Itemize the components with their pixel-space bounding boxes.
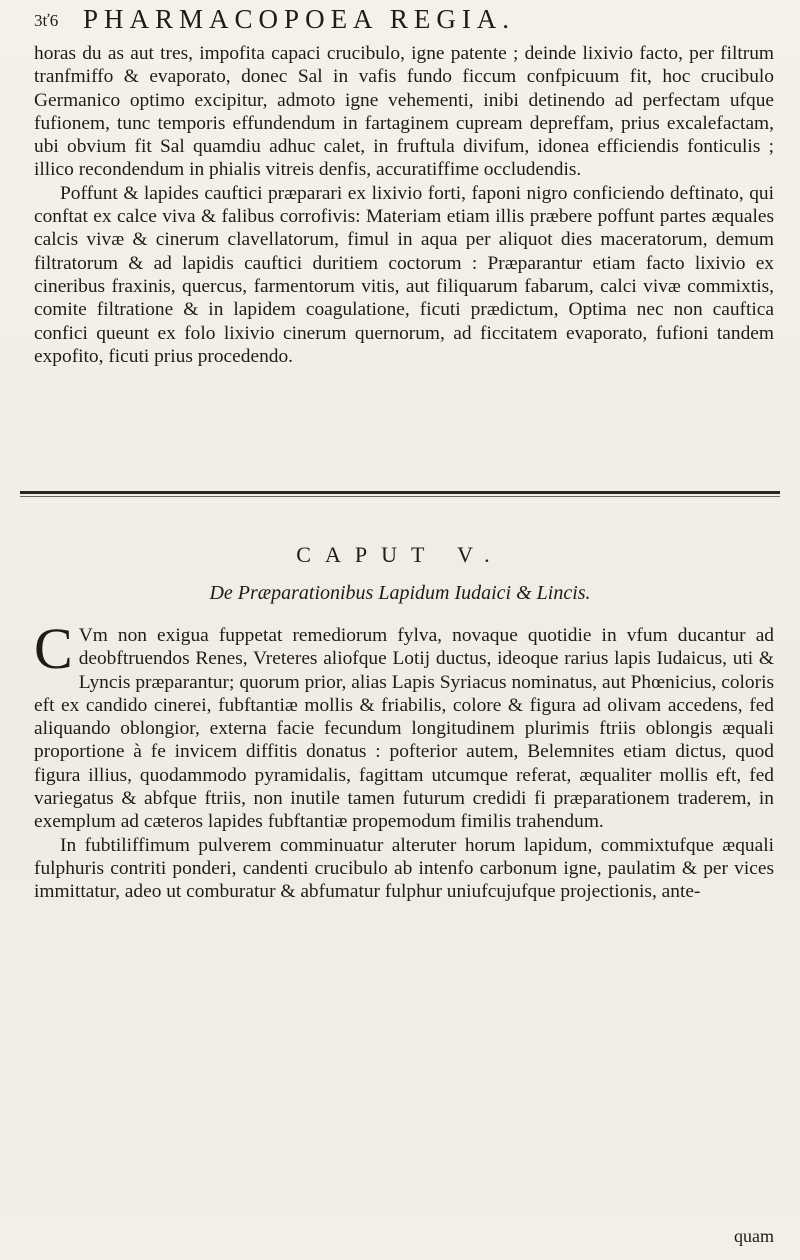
catchword: quam xyxy=(734,1226,774,1246)
text-block-chapter xyxy=(34,616,774,904)
paragraph xyxy=(34,616,774,834)
text-block-top xyxy=(34,42,774,368)
paragraph: horas du as aut tres, impofita capaci crucibulo, igne patente ; deinde lixivio facto, per filtrum tranfmiffo & evaporato, donec Sal in vafis fundo ficcum confpicuum fit, hoc crucibulo Germanico optimo excipitur, admoto igne vehementi, inibi detinendo ad perfectam ufque fufionem, tunc temporis effundendum in fartaginem cupream depreffam, prius excalefactam, ubi obvium fit Sal quamdiu adhuc calet, in fruftula divifum, idonea efficiendis fonticulis ; illico recondendum in phialis vitreis denfis, accuratiffime occludendis. xyxy=(34,43,774,181)
page-number: 3ť6 xyxy=(34,11,59,30)
chapter-heading: CAPUT V. xyxy=(296,542,504,567)
chapter-subtitle: De Præparationibus Lapidum Iudaici & Lincis. xyxy=(209,582,591,604)
running-header xyxy=(34,4,774,40)
running-title: PHARMACOPOEA REGIA. xyxy=(83,4,516,34)
drop-cap: C xyxy=(34,616,73,681)
section-divider-thin xyxy=(20,496,780,497)
paragraph: In fubtiliffimum pulverem comminuatur alteruter horum lapidum, commixtufque æquali fulphuris contriti ponderi, candenti crucibulo ab intenfo carbonum igne, paulatim & per vices immittatur, adeo ut comburatur & abfumatur fulphur uniufcujufque projectionis, ante- xyxy=(34,834,774,903)
paragraph-text: Vm non exigua fuppetat remediorum fylva, novaque quotidie in vfum ducantur ad deobftruendos Renes, Vreteres aliofque Lotij ductus, ideoque rarius lapis Iudaicus, uti & Lyncis præparantur; quorum prior, alias Lapis Syriacus nominatus, aut Phœnicius, coloris eft ex candido cinerei, fubftantiæ mollis & friabilis, colore & figura ad olivam accedens, fed aliquando oblongior, externa facie fecundum longitudinem plurimis ftriis oblongis æquali proportione à fe invicem diffitis donatus : pofterior autem, Belemnites etiam dictus, quod figura illius, quodammodo pyramidalis, fagittam utcumque referat, æqualiter mollis eft, fed variegatus & abfque ftriis, non inutile tamen futurum credidi fi præparationem traderem, in exemplum ad cæteros lapides fubftantiæ propemodum fimilis trahendum. xyxy=(34,625,774,833)
section-divider xyxy=(20,491,780,494)
paragraph: Poffunt & lapides cauftici præparari ex lixivio forti, faponi nigro conficiendo deftinato, qui conftat ex calce viva & falibus corrofivis: Materiam etiam illis præbere poffunt partes æquales calcis vivæ & cinerum clavellatorum, fimul in aqua per aliquot dies maceratorum, demum filtratorum & ad lapidis cauftici duritiem coctorum : Præparantur etiam facto lixivio ex cineribus fraxinis, quercus, farmentorum vitis, aut filiquarum fabarum, calci vivæ commixtis, comite filtratione & in lapidem coagulatione, ficuti prædictum, Optima nec non cauftica confici queunt ex folo lixivio cinerum quernorum, ad ficcitatem evaporato, fufioni tandem expofito, ficuti prius procedendo. xyxy=(34,182,774,367)
